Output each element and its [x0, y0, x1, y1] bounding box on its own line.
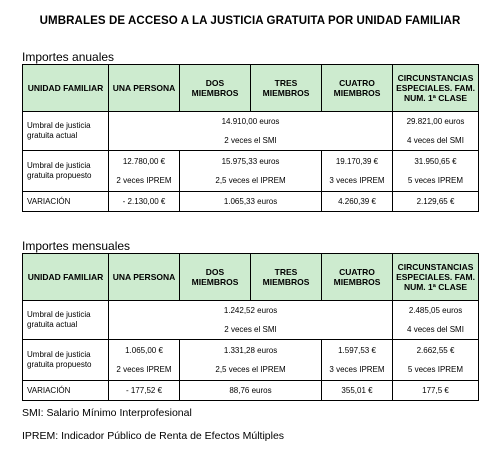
monthly-proposed-special: [393, 340, 479, 381]
annual-variation-one: - 2.130,00 €: [109, 192, 180, 212]
value: 1.065,00 €: [125, 345, 163, 355]
monthly-proposed-four: [322, 340, 393, 381]
value-note: 2 veces IPREM: [116, 175, 172, 185]
row-label: Umbral de justicia gratuita actual: [23, 301, 109, 340]
value-note: 3 veces IPREM: [329, 175, 385, 185]
section-title-monthly: Importes mensuales: [22, 239, 131, 253]
value: 1.331,28 euros: [223, 345, 278, 355]
annual-row-variation: [23, 192, 479, 212]
row-label: VARIACIÓN: [23, 381, 109, 401]
section-title-annual: Importes anuales: [22, 50, 115, 64]
value: 31.950,65 €: [414, 156, 457, 166]
value-note: 2 veces el SMI: [224, 135, 277, 145]
col-header-especiales: CIRCUNSTANCIAS ESPECIALES. FAM. NUM. 1ª CLASE: [393, 254, 479, 301]
annual-row-actual: [23, 112, 479, 151]
page-title: UMBRALES DE ACCESO A LA JUSTICIA GRATUITA POR UNIDAD FAMILIAR: [39, 13, 461, 27]
value: 2.485,05 euros: [408, 305, 463, 315]
annual-header-row: [23, 65, 479, 112]
col-header-tres: TRES MIEMBROS: [251, 65, 322, 112]
row-label: Umbral de justicia gratuita propuesto: [23, 151, 109, 192]
col-header-cuatro: CUATRO MIEMBROS: [322, 65, 393, 112]
annual-proposed-two-three: [180, 151, 322, 192]
value-note: 5 veces IPREM: [407, 175, 464, 185]
annual-variation-four: 4.260,39 €: [322, 192, 393, 212]
value: 2.662,55 €: [416, 345, 455, 355]
row-label: Umbral de justicia gratuita propuesto: [23, 340, 109, 381]
annual-table: [22, 64, 479, 212]
value-note: 4 veces del SMI: [407, 324, 464, 334]
monthly-row-actual: [23, 301, 479, 340]
monthly-row-variation: [23, 381, 479, 401]
value-note: 2,5 veces el IPREM: [215, 175, 286, 185]
value: 19.170,39 €: [335, 156, 379, 166]
value-note: 2,5 veces el IPREM: [215, 364, 286, 374]
value-note: 2 veces IPREM: [116, 364, 172, 374]
col-header-una: UNA PERSONA: [109, 254, 180, 301]
col-header-unidad: UNIDAD FAMILIAR: [23, 65, 109, 112]
monthly-header-row: [23, 254, 479, 301]
monthly-variation-four: 355,01 €: [322, 381, 393, 401]
monthly-variation-one: - 177,52 €: [109, 381, 180, 401]
monthly-table: [22, 253, 479, 401]
value: 15.975,33 euros: [221, 156, 280, 166]
monthly-variation-special: 177,5 €: [393, 381, 479, 401]
monthly-actual-value: [109, 301, 393, 340]
row-label: VARIACIÓN: [23, 192, 109, 212]
monthly-variation-two-three: 88,76 euros: [180, 381, 322, 401]
col-header-cuatro: CUATRO MIEMBROS: [322, 254, 393, 301]
annual-proposed-special: [393, 151, 479, 192]
row-label: Umbral de justicia gratuita actual: [23, 112, 109, 151]
col-header-dos: DOS MIEMBROS: [180, 65, 251, 112]
col-header-tres: TRES MIEMBROS: [251, 254, 322, 301]
annual-proposed-one: [109, 151, 180, 192]
value-note: 2 veces el SMI: [224, 324, 277, 334]
col-header-una: UNA PERSONA: [109, 65, 180, 112]
value: 12.780,00 €: [122, 156, 166, 166]
col-header-dos: DOS MIEMBROS: [180, 254, 251, 301]
note-smi: SMI: Salario Mínimo Interprofesional: [22, 407, 192, 419]
annual-variation-two-three: 1.065,33 euros: [180, 192, 322, 212]
value: 1.597,53 €: [338, 345, 376, 355]
note-iprem: IPREM: Indicador Público de Renta de Efectos Múltiples: [22, 430, 285, 442]
annual-actual-value: [109, 112, 393, 151]
col-header-especiales: CIRCUNSTANCIAS ESPECIALES. FAM. NUM. 1ª CLASE: [393, 65, 479, 112]
value-note: 4 veces del SMI: [407, 135, 464, 145]
value: 29.821,00 euros: [406, 116, 465, 126]
annual-variation-special: 2.129,65 €: [393, 192, 479, 212]
value: 14.910,00 euros: [221, 116, 280, 126]
annual-row-proposed: [23, 151, 479, 192]
value-note: 3 veces IPREM: [329, 364, 385, 374]
value: 1.242,52 euros: [223, 305, 278, 315]
annual-proposed-four: [322, 151, 393, 192]
monthly-proposed-two-three: [180, 340, 322, 381]
monthly-row-proposed: [23, 340, 479, 381]
value-note: 5 veces IPREM: [407, 364, 464, 374]
col-header-unidad: UNIDAD FAMILIAR: [23, 254, 109, 301]
monthly-actual-special: [393, 301, 479, 340]
annual-actual-special: [393, 112, 479, 151]
monthly-proposed-one: [109, 340, 180, 381]
